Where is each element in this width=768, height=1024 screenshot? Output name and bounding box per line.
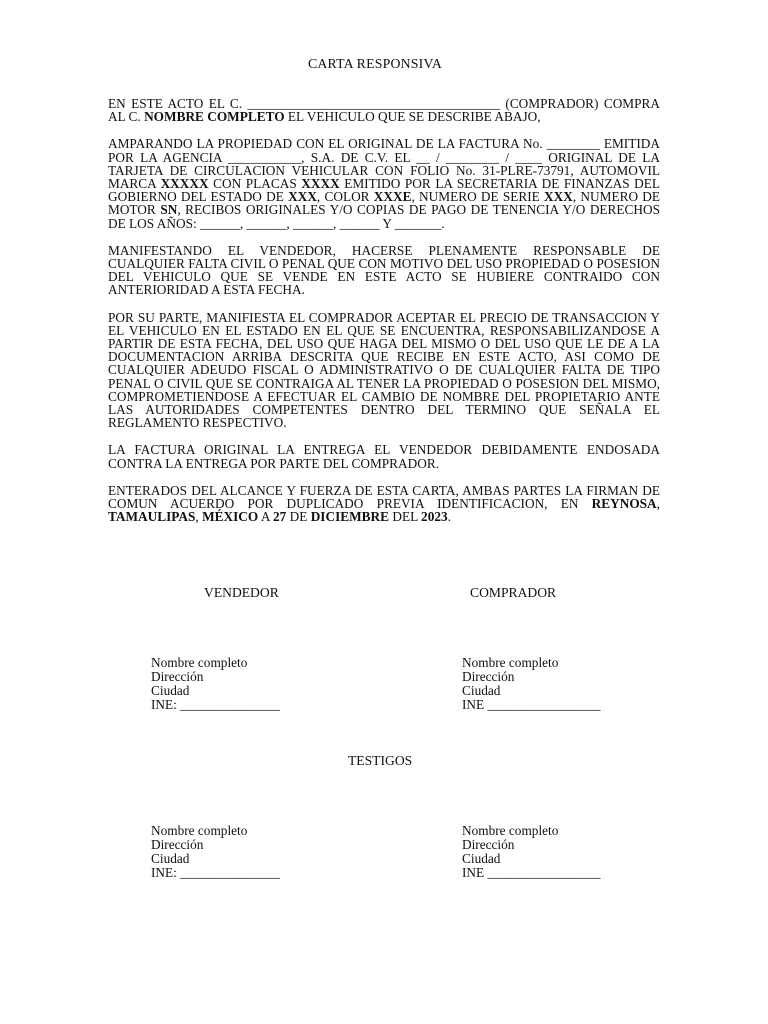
witness-2-city-label: Ciudad (462, 851, 501, 866)
bold-text-run: XXXE (373, 189, 412, 205)
bold-text-run: XXXX (301, 176, 340, 192)
witness-1-name-label: Nombre completo (151, 823, 248, 838)
paragraph-seller-responsibility (108, 244, 660, 297)
witness-1-signature-block (151, 824, 280, 880)
text-run: , (656, 496, 660, 512)
text-run: CON PLACAS (208, 176, 302, 192)
document-body (108, 97, 660, 537)
seller-name-label: Nombre completo (151, 655, 248, 670)
bold-text-run: XXXXX (160, 176, 209, 192)
paragraph-vehicle-description (108, 137, 660, 229)
seller-city-label: Ciudad (151, 683, 190, 698)
text-run: EN ESTE ACTO EL C. ______________________________________ (COMPRADOR) COMPRA AL C. (108, 96, 660, 125)
text-run: . (447, 509, 451, 525)
witness-2-signature-block (462, 824, 601, 880)
buyer-city-label: Ciudad (462, 683, 501, 698)
bold-text-run: SN (160, 202, 178, 218)
bold-text-run: TAMAULIPAS (108, 509, 196, 525)
text-run: DEL (389, 509, 422, 525)
witness-2-ine-line: INE _________________ (462, 865, 601, 880)
text-run: EL VEHICULO QUE SE DESCRIBE ABAJO, (284, 109, 541, 125)
buyer-signature-block (462, 656, 601, 712)
buyer-heading: COMPRADOR (470, 585, 557, 600)
text-run: , COLOR (316, 189, 374, 205)
paragraph-intro (108, 97, 660, 123)
bold-text-run: 27 (273, 509, 287, 525)
text-run: A (258, 509, 274, 525)
buyer-address-label: Dirección (462, 669, 515, 684)
text-run: , RECIBOS ORIGINALES Y/O COPIAS DE PAGO DE TENENCIA Y/O DERECHOS DE LOS AÑOS: ______, ______, ______, ______ Y _______. (108, 202, 661, 231)
text-run: , NUMERO DE MOTOR (108, 189, 661, 218)
witness-1-ine-line: INE: _______________ (151, 865, 280, 880)
text-run: DE (286, 509, 311, 525)
witness-2-name-label: Nombre completo (462, 823, 559, 838)
witness-1-city-label: Ciudad (151, 851, 190, 866)
seller-signature-block (151, 656, 280, 712)
text-run: , (195, 509, 203, 525)
paragraph-signing-place-date (108, 484, 660, 524)
seller-ine-line: INE: _______________ (151, 697, 280, 712)
buyer-ine-line: INE _________________ (462, 697, 601, 712)
paragraph-invoice-delivery (108, 443, 660, 469)
text-run: AMPARANDO LA PROPIEDAD CON EL ORIGINAL DE LA FACTURA No. ________ EMITIDA POR LA AGENCIA ___________, S.A. DE C.V. EL __ / ________ / ____ ORIGINAL DE LA TARJETA DE CIRCULACION VEHICULAR CON FOLIO No. 31-PLRE-73791, AUTOMOVIL MARCA (108, 136, 660, 192)
seller-address-label: Dirección (151, 669, 204, 684)
buyer-name-label: Nombre completo (462, 655, 559, 670)
bold-text-run: MÉXICO (202, 509, 259, 525)
bold-text-run: 2023 (421, 509, 448, 525)
text-run: , NUMERO DE SERIE (411, 189, 545, 205)
bold-text-run: XXX (544, 189, 573, 205)
bold-text-run: XXX (288, 189, 317, 205)
paragraph-buyer-responsibility (108, 311, 660, 430)
bold-text-run: DICIEMBRE (310, 509, 390, 525)
text-run: POR SU PARTE, MANIFIESTA EL COMPRADOR ACEPTAR EL PRECIO DE TRANSACCION Y EL VEHICULO EN EL ESTADO EN EL QUE SE ENCUENTRA, RESPONSABILIZANDOSE A PARTIR DE ESTA FECHA, DEL USO QUE HAGA DEL MISMO O DEL USO QUE LE DE A LA DOCUMENTACION ARRIBA DESCRITA QUE RECIBE EN ESTE ACTO, ASI COMO DE CUALQUIER ADEUDO FISCAL O ADMINISTRATIVO O DE CUALQUIER FALTA DE TIPO PENAL O CIVIL QUE SE CONTRAIGA AL TENER LA PROPIEDAD O POSESION DEL MISMO, COMPROMETIENDOSE A EFECTUAR EL CAMBIO DE NOMBRE DEL PROPIETARIO ANTE LAS AUTORIDADES COMPETENTES DENTRO DEL TERMINO QUE SEÑALA EL REGLAMENTO RESPECTIVO. (108, 309, 660, 431)
bold-text-run: REYNOSA (591, 496, 657, 512)
text-run: ENTERADOS DEL ALCANCE Y FUERZA DE ESTA CARTA, AMBAS PARTES LA FIRMAN DE COMUN ACUERDO POR DUPLICADO PREVIA IDENTIFICACION, EN (108, 482, 660, 512)
witness-1-address-label: Dirección (151, 837, 204, 852)
witnesses-heading: TESTIGOS (348, 753, 413, 768)
text-run: LA FACTURA ORIGINAL LA ENTREGA EL VENDEDOR DEBIDAMENTE ENDOSADA CONTRA LA ENTREGA POR PARTE DEL COMPRADOR. (108, 442, 660, 471)
bold-text-run: NOMBRE COMPLETO (144, 109, 285, 125)
text-run: EMITIDO POR LA SECRETARIA DE FINANZAS DEL GOBIERNO DEL ESTADO DE (108, 176, 660, 205)
document-title: CARTA RESPONSIVA (307, 56, 443, 71)
seller-heading: VENDEDOR (204, 585, 279, 600)
witness-2-address-label: Dirección (462, 837, 515, 852)
text-run: MANIFESTANDO EL VENDEDOR, HACERSE PLENAMENTE RESPONSABLE DE CUALQUIER FALTA CIVIL O PENAL QUE CON MOTIVO DEL USO PROPIEDAD O POSESION DEL VEHICULO QUE SE VENDE EN ESTE ACTO SE HUBIERE CONTRAIDO CON ANTERIORIDAD A ESTA FECHA. (108, 242, 660, 298)
